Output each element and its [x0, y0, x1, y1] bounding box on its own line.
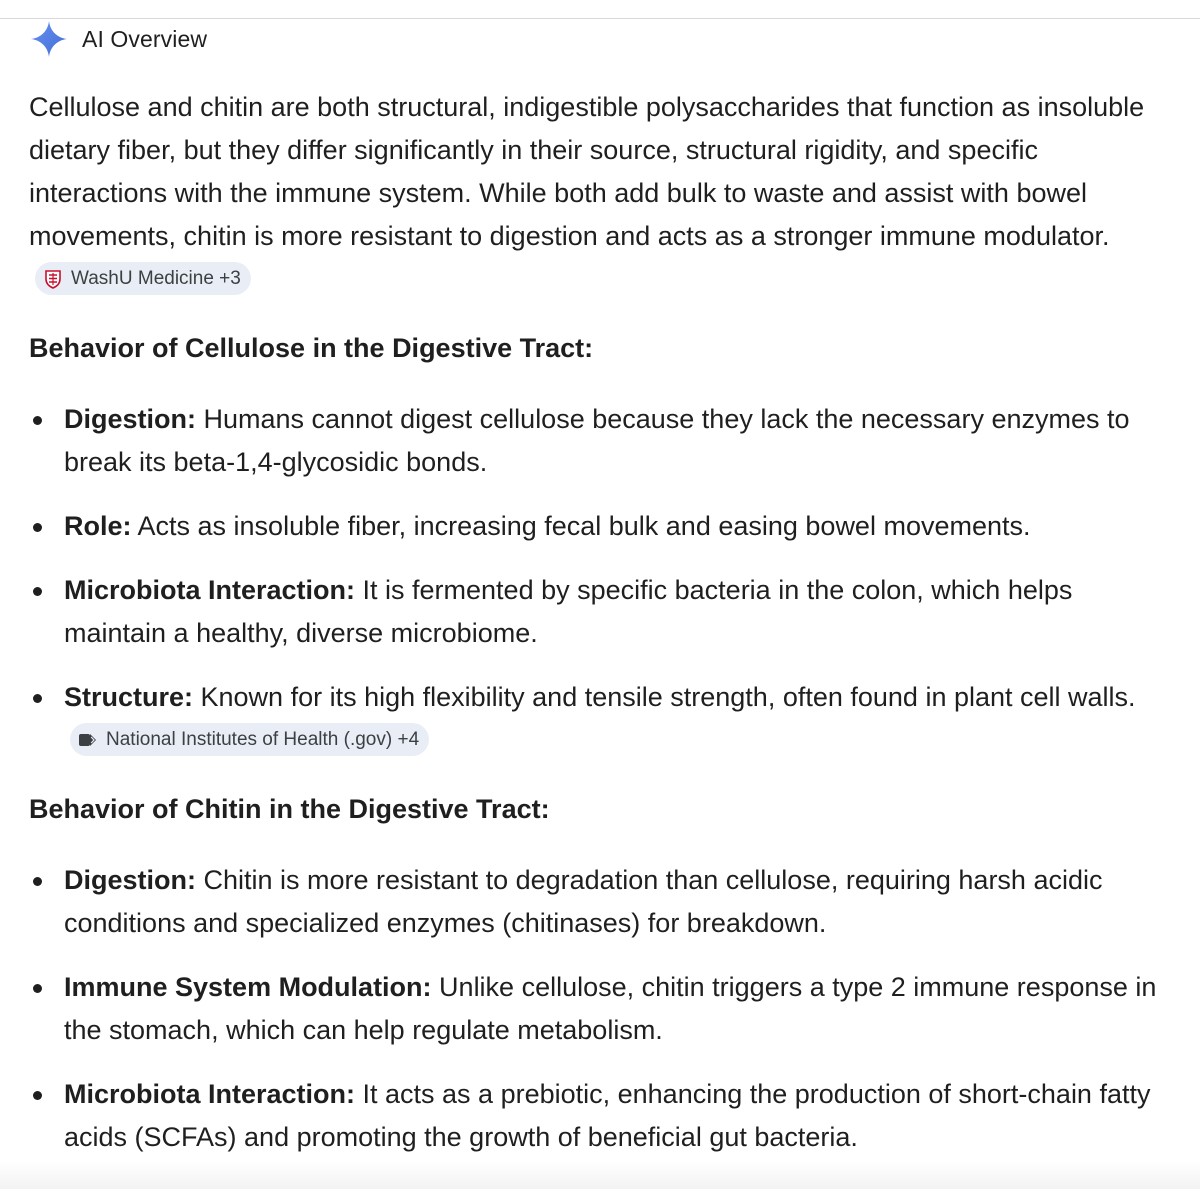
- list-item: [29, 676, 1174, 762]
- list-item-text: Unlike cellulose, chitin triggers a type 2 immune response in the stomach, which can help regulate metabolism.: [64, 972, 1157, 1045]
- source-chip-nih[interactable]: [70, 723, 429, 756]
- list-item: [29, 859, 1174, 945]
- list-item-term: Immune System Modulation:: [64, 972, 432, 1002]
- list-item-text: Humans cannot digest cellulose because they lack the necessary enzymes to break its beta-1,4-glycosidic bonds.: [64, 404, 1130, 477]
- list-item-text: It is fermented by specific bacteria in the colon, which helps maintain a healthy, diverse microbiome.: [64, 575, 1073, 648]
- list-item-term: Role:: [64, 511, 132, 541]
- chitin-list: [29, 859, 1174, 1159]
- sparkle-icon: [30, 20, 68, 58]
- source-chip-washu[interactable]: [35, 262, 251, 295]
- nih-logo-icon: [78, 730, 98, 750]
- washu-shield-icon: [43, 269, 63, 289]
- list-item-term: Microbiota Interaction:: [64, 1079, 356, 1109]
- source-chip-label: WashU Medicine +3: [71, 268, 241, 290]
- list-item-term: Digestion:: [64, 404, 196, 434]
- list-item: [29, 398, 1174, 484]
- overview-content: [29, 86, 1174, 1185]
- chitin-section-heading: Behavior of Chitin in the Digestive Tract:: [29, 794, 550, 824]
- ai-overview-header: [30, 20, 207, 58]
- top-divider: [0, 0, 1200, 19]
- list-item: [29, 569, 1174, 655]
- intro-text: Cellulose and chitin are both structural, indigestible polysaccharides that function as insoluble dietary fiber, but they differ significantly in their source, structural rigidity, and specific interactions with the immune system. While both add bulk to waste and assist with bowel movements, chitin is more resistant to digestion and acts as a stronger immune modulator.: [29, 92, 1145, 251]
- list-item-text: It acts as a prebiotic, enhancing the production of short-chain fatty acids (SCFAs) and promoting the growth of beneficial gut bacteria.: [64, 1079, 1151, 1152]
- list-item-text: Acts as insoluble fiber, increasing fecal bulk and easing bowel movements.: [131, 511, 1031, 541]
- list-item-term: Microbiota Interaction:: [64, 575, 356, 605]
- list-item-term: Digestion:: [64, 865, 196, 895]
- bottom-fade: [0, 1161, 1200, 1189]
- source-chip-label: National Institutes of Health (.gov) +4: [106, 729, 420, 751]
- list-item-text: Known for its high flexibility and tensile strength, often found in plant cell walls.: [193, 682, 1136, 712]
- list-item: [29, 966, 1174, 1052]
- list-item-text: Chitin is more resistant to degradation than cellulose, requiring harsh acidic conditions and specialized enzymes (chitinases) for breakdown.: [64, 865, 1103, 938]
- cellulose-list: [29, 398, 1174, 762]
- intro-paragraph: [29, 86, 1174, 301]
- cellulose-section-heading: Behavior of Cellulose in the Digestive Tract:: [29, 333, 594, 363]
- list-item: [29, 505, 1174, 548]
- list-item: [29, 1073, 1174, 1159]
- list-item-term: Structure:: [64, 682, 194, 712]
- ai-overview-title: AI Overview: [82, 25, 208, 52]
